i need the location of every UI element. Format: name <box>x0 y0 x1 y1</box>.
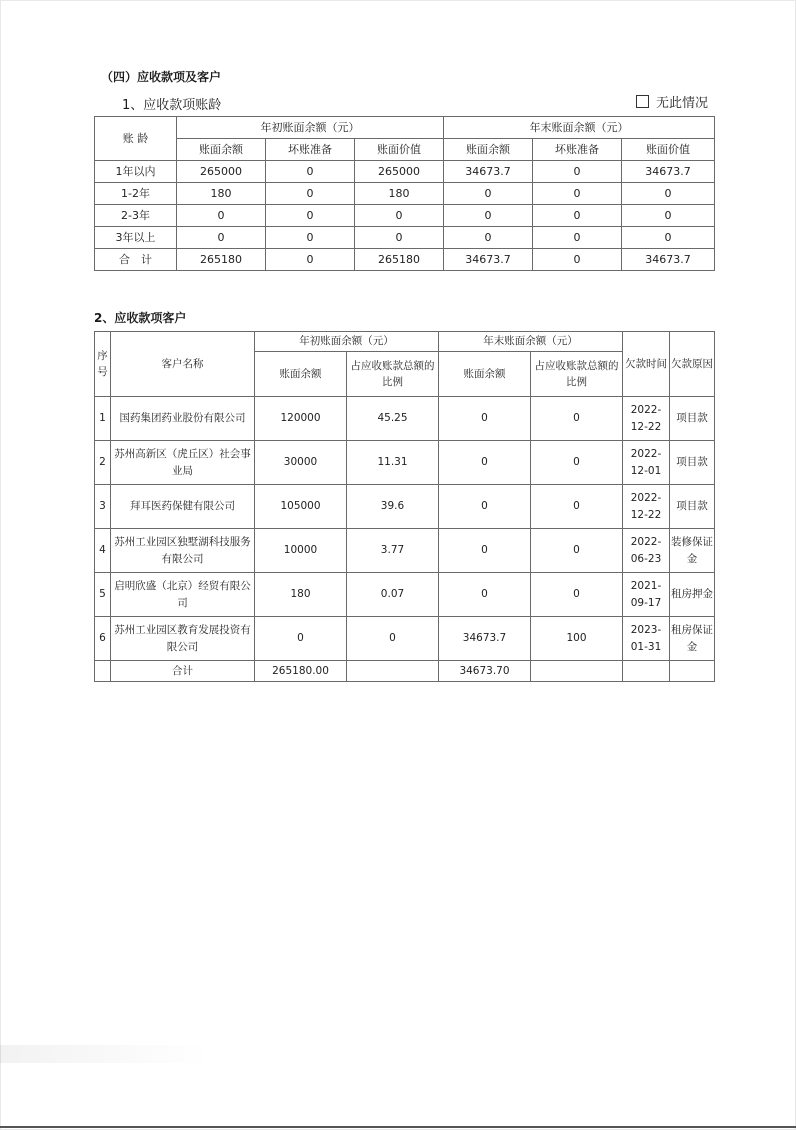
aging-value-cell: 0 <box>266 205 355 227</box>
aging-value-cell: 0 <box>622 205 715 227</box>
seq-cell: 6 <box>95 617 111 661</box>
aging-row <box>95 205 715 227</box>
column-header: 坏账准备 <box>533 139 622 161</box>
end-balance-group-header: 年末账面余额（元） <box>439 332 623 352</box>
column-header: 账面余额 <box>177 139 266 161</box>
customer-name-cell: 苏州工业园区教育发展投资有限公司 <box>111 617 255 661</box>
customer-table <box>94 331 715 682</box>
reason-cell: 租房押金 <box>670 573 715 617</box>
reason-cell: 装修保证金 <box>670 529 715 573</box>
end-balance-cell: 0 <box>439 573 531 617</box>
time-header: 欠款时间 <box>623 332 670 397</box>
aging-value-cell: 0 <box>177 227 266 249</box>
begin-balance-cell: 0 <box>255 617 347 661</box>
column-header: 账面价值 <box>622 139 715 161</box>
column-header: 坏账准备 <box>266 139 355 161</box>
customer-row <box>95 485 715 529</box>
total-seq-cell <box>95 661 111 682</box>
begin-balance-cell: 30000 <box>255 441 347 485</box>
aging-value-cell: 0 <box>266 161 355 183</box>
no-situation-label: 无此情况 <box>656 96 709 111</box>
aging-row <box>95 227 715 249</box>
reason-header: 欠款原因 <box>670 332 715 397</box>
customer-name-cell: 苏州高新区（虎丘区）社会事业局 <box>111 441 255 485</box>
page-bottom-edge <box>0 1126 796 1128</box>
due-time-cell: 2023-01-31 <box>623 617 670 661</box>
aging-value-cell: 265000 <box>177 161 266 183</box>
total-label: 合计 <box>111 661 255 682</box>
begin-balance-group-header: 年初账面余额（元） <box>177 117 444 139</box>
aging-value-cell: 34673.7 <box>444 161 533 183</box>
aging-row <box>95 249 715 271</box>
customer-name-cell: 国药集团药业股份有限公司 <box>111 397 255 441</box>
begin-ratio-cell: 11.31 <box>347 441 439 485</box>
aging-label-cell: 3年以上 <box>95 227 177 249</box>
end-balance-header: 账面余额 <box>439 352 531 397</box>
column-header: 账面价值 <box>355 139 444 161</box>
section-title: （四）应收款项及客户 <box>101 70 222 84</box>
aging-label-cell: 1-2年 <box>95 183 177 205</box>
due-time-cell: 2021-09-17 <box>623 573 670 617</box>
seq-cell: 1 <box>95 397 111 441</box>
total-reason <box>670 661 715 682</box>
aging-subheader-row <box>95 139 715 161</box>
seq-header: 序号 <box>95 332 111 397</box>
aging-value-cell: 0 <box>533 183 622 205</box>
aging-value-cell: 265000 <box>355 161 444 183</box>
total-end-balance: 34673.70 <box>439 661 531 682</box>
aging-value-cell: 180 <box>177 183 266 205</box>
due-time-cell: 2022-12-01 <box>623 441 670 485</box>
customers-title: 2、应收款项客户 <box>94 311 187 325</box>
end-balance-cell: 0 <box>439 441 531 485</box>
begin-ratio-header: 占应收账款总额的比例 <box>347 352 439 397</box>
aging-value-cell: 0 <box>355 227 444 249</box>
total-end-ratio <box>531 661 623 682</box>
customer-row <box>95 617 715 661</box>
end-balance-cell: 0 <box>439 485 531 529</box>
begin-ratio-cell: 0 <box>347 617 439 661</box>
end-ratio-cell: 0 <box>531 529 623 573</box>
name-header: 客户名称 <box>111 332 255 397</box>
aging-value-cell: 0 <box>444 183 533 205</box>
due-time-cell: 2022-12-22 <box>623 397 670 441</box>
aging-table <box>94 116 715 271</box>
aging-value-cell: 0 <box>266 227 355 249</box>
reason-cell: 项目款 <box>670 441 715 485</box>
begin-ratio-cell: 45.25 <box>347 397 439 441</box>
aging-value-cell: 0 <box>177 205 266 227</box>
begin-ratio-cell: 39.6 <box>347 485 439 529</box>
begin-balance-group-header: 年初账面余额（元） <box>255 332 439 352</box>
aging-label-cell: 2-3年 <box>95 205 177 227</box>
begin-balance-cell: 120000 <box>255 397 347 441</box>
end-ratio-header: 占应收账款总额的比例 <box>531 352 623 397</box>
aging-header-row <box>95 117 715 139</box>
seq-cell: 5 <box>95 573 111 617</box>
begin-ratio-cell: 0.07 <box>347 573 439 617</box>
aging-label-cell: 1年以内 <box>95 161 177 183</box>
aging-value-cell: 34673.7 <box>622 161 715 183</box>
total-begin-balance: 265180.00 <box>255 661 347 682</box>
customer-total-row <box>95 661 715 682</box>
checkbox-icon[interactable] <box>636 95 649 108</box>
due-time-cell: 2022-12-22 <box>623 485 670 529</box>
reason-cell: 项目款 <box>670 485 715 529</box>
aging-row <box>95 183 715 205</box>
seq-cell: 2 <box>95 441 111 485</box>
customer-header-row <box>95 332 715 352</box>
no-situation-option[interactable] <box>636 92 708 111</box>
age-header: 账 龄 <box>95 117 177 161</box>
aging-value-cell: 0 <box>444 227 533 249</box>
aging-value-cell: 0 <box>622 183 715 205</box>
end-ratio-cell: 100 <box>531 617 623 661</box>
column-header: 账面余额 <box>444 139 533 161</box>
end-ratio-cell: 0 <box>531 441 623 485</box>
customer-row <box>95 529 715 573</box>
due-time-cell: 2022-06-23 <box>623 529 670 573</box>
aging-value-cell: 0 <box>444 205 533 227</box>
aging-value-cell: 180 <box>355 183 444 205</box>
begin-balance-cell: 180 <box>255 573 347 617</box>
customer-name-cell: 启明欣盛（北京）经贸有限公司 <box>111 573 255 617</box>
end-balance-cell: 34673.7 <box>439 617 531 661</box>
end-ratio-cell: 0 <box>531 397 623 441</box>
scan-shadow <box>0 1045 210 1063</box>
total-begin-ratio <box>347 661 439 682</box>
aging-value-cell: 0 <box>533 161 622 183</box>
aging-value-cell: 265180 <box>355 249 444 271</box>
seq-cell: 4 <box>95 529 111 573</box>
aging-value-cell: 265180 <box>177 249 266 271</box>
aging-value-cell: 0 <box>533 205 622 227</box>
aging-value-cell: 34673.7 <box>444 249 533 271</box>
end-balance-group-header: 年末账面余额（元） <box>444 117 715 139</box>
aging-title: 1、应收款项账龄 <box>122 98 222 113</box>
seq-cell: 3 <box>95 485 111 529</box>
customer-row <box>95 573 715 617</box>
begin-balance-cell: 10000 <box>255 529 347 573</box>
aging-value-cell: 0 <box>622 227 715 249</box>
aging-row <box>95 161 715 183</box>
customer-name-cell: 苏州工业园区独墅湖科技服务有限公司 <box>111 529 255 573</box>
customer-name-cell: 拜耳医药保健有限公司 <box>111 485 255 529</box>
aging-label-cell: 合 计 <box>95 249 177 271</box>
aging-value-cell: 0 <box>355 205 444 227</box>
aging-value-cell: 0 <box>266 249 355 271</box>
end-balance-cell: 0 <box>439 397 531 441</box>
aging-value-cell: 34673.7 <box>622 249 715 271</box>
reason-cell: 项目款 <box>670 397 715 441</box>
begin-balance-header: 账面余额 <box>255 352 347 397</box>
customer-row <box>95 441 715 485</box>
aging-value-cell: 0 <box>533 249 622 271</box>
end-ratio-cell: 0 <box>531 573 623 617</box>
begin-balance-cell: 105000 <box>255 485 347 529</box>
aging-value-cell: 0 <box>266 183 355 205</box>
begin-ratio-cell: 3.77 <box>347 529 439 573</box>
aging-value-cell: 0 <box>533 227 622 249</box>
end-balance-cell: 0 <box>439 529 531 573</box>
total-time <box>623 661 670 682</box>
end-ratio-cell: 0 <box>531 485 623 529</box>
customer-row <box>95 397 715 441</box>
reason-cell: 租房保证金 <box>670 617 715 661</box>
